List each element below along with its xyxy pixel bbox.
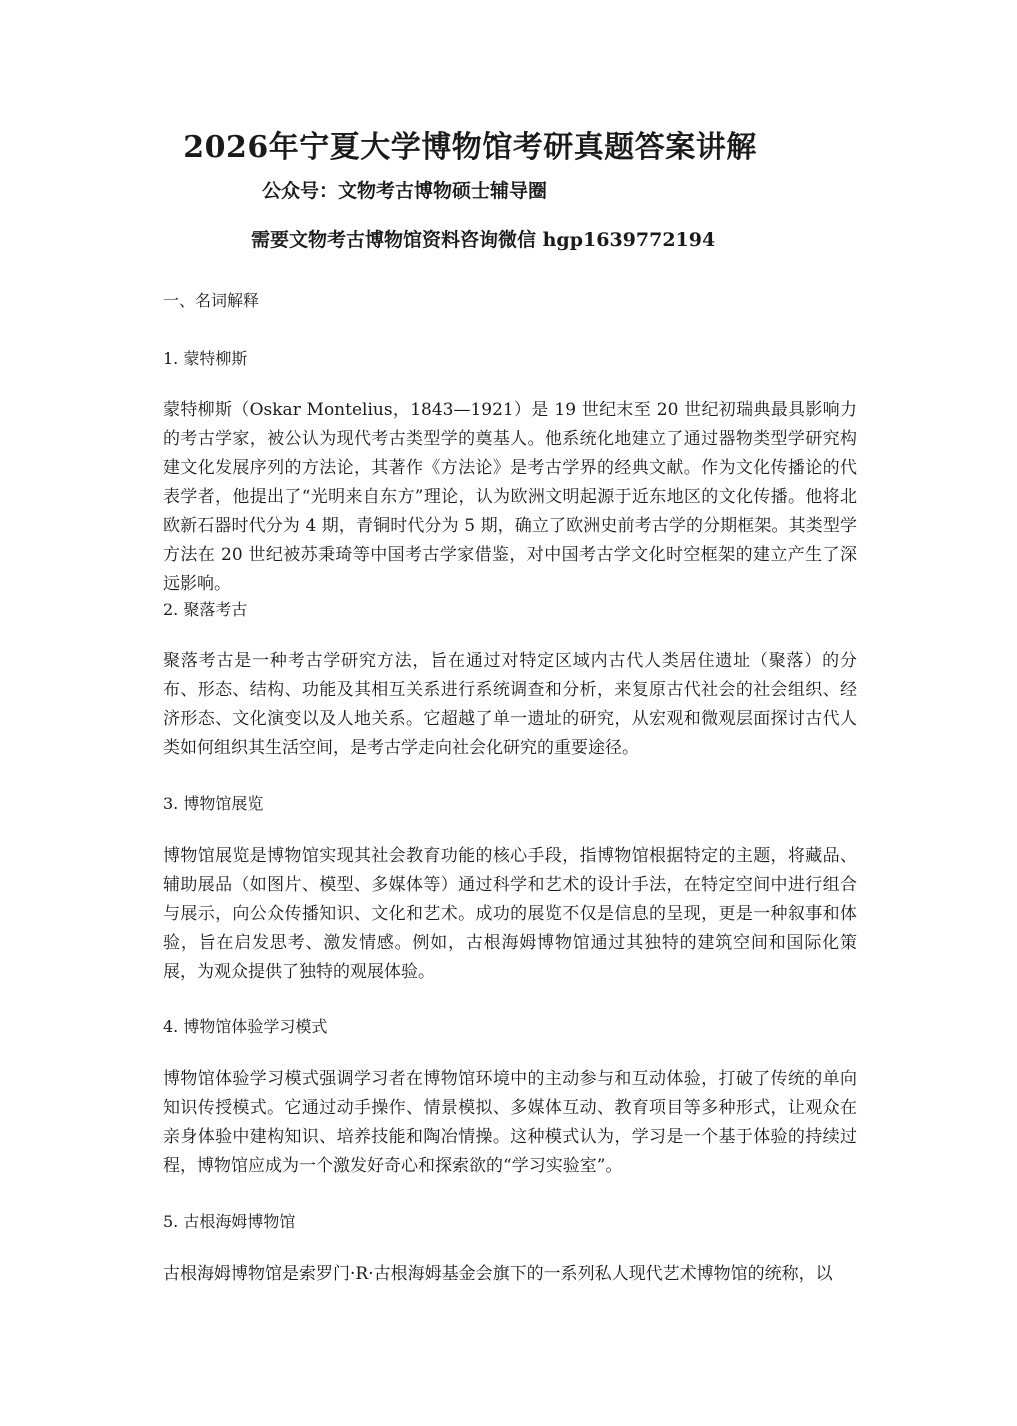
term-heading-museum-exhibition: 3. 博物馆展览 <box>163 794 264 813</box>
term-heading-montelius: 1. 蒙特柳斯 <box>163 349 248 368</box>
term-heading-guggenheim: 5. 古根海姆博物馆 <box>163 1212 296 1231</box>
term-body-museum-exhibition: 博物馆展览是博物馆实现其社会教育功能的核心手段，指博物馆根据特定的主题，将藏品、辅助展品（如图片、模型、多媒体等）通过科学和艺术的设计手法，在特定空间中进行组合与展示，向公众传播知识、文化和艺术。成功的展览不仅是信息的呈现，更是一种叙事和体验，旨在启发思考、激发情感。例如，古根海姆博物馆通过其独特的建筑空间和国际化策展，为观众提供了独特的观展体验。 <box>163 846 857 982</box>
term-body-guggenheim: 古根海姆博物馆是索罗门·R·古根海姆基金会旗下的一系列私人现代艺术博物馆的统称，以 <box>163 1264 833 1284</box>
term-heading-settlement-archaeology: 2. 聚落考古 <box>163 600 248 619</box>
document-title: 2026年宁夏大学博物馆考研真题答案讲解 <box>183 130 757 165</box>
term-body-montelius: 蒙特柳斯（Oskar Montelius，1843—1921）是 19 世纪末至 20 世纪初瑞典最具影响力的考古学家，被公认为现代考古类型学的奠基人。他系统化地建立了通过器物类型学研究构建文化发展序列的方法论，其著作《方法论》是考古学界的经典文献。作为文化传播论的代表学者，他提出了“光明来自东方”理论，认为欧洲文明起源于近东地区的文化传播。他将北欧新石器时代分为 4 期，青铜时代分为 5 期，确立了欧洲史前考古学的分期框架。其类型学方法在 20 世纪被苏秉琦等中国考古学家借鉴，对中国考古学文化时空框架的建立产生了深远影响。 <box>163 400 857 594</box>
term-body-settlement-archaeology: 聚落考古是一种考古学研究方法，旨在通过对特定区域内古代人类居住遗址（聚落）的分布、形态、结构、功能及其相互关系进行系统调查和分析，来复原古代社会的社会组织、经济形态、文化演变以及人地关系。它超越了单一遗址的研究，从宏观和微观层面探讨古代人类如何组织其生活空间，是考古学走向社会化研究的重要途径。 <box>163 651 857 758</box>
contact-line: 需要文物考古博物馆资料咨询微信 hgp1639772194 <box>251 229 716 251</box>
term-heading-experiential-learning: 4. 博物馆体验学习模式 <box>163 1017 328 1036</box>
term-body-experiential-learning: 博物馆体验学习模式强调学习者在博物馆环境中的主动参与和互动体验，打破了传统的单向知识传授模式。它通过动手操作、情景模拟、多媒体互动、教育项目等多种形式，让观众在亲身体验中建构知识、培养技能和陶冶情操。这种模式认为，学习是一个基于体验的持续过程，博物馆应成为一个激发好奇心和探索欲的“学习实验室”。 <box>163 1069 857 1176</box>
section-heading: 一、名词解释 <box>163 291 260 310</box>
wechat-account-line: 公众号：文物考古博物硕士辅导圈 <box>262 180 548 202</box>
